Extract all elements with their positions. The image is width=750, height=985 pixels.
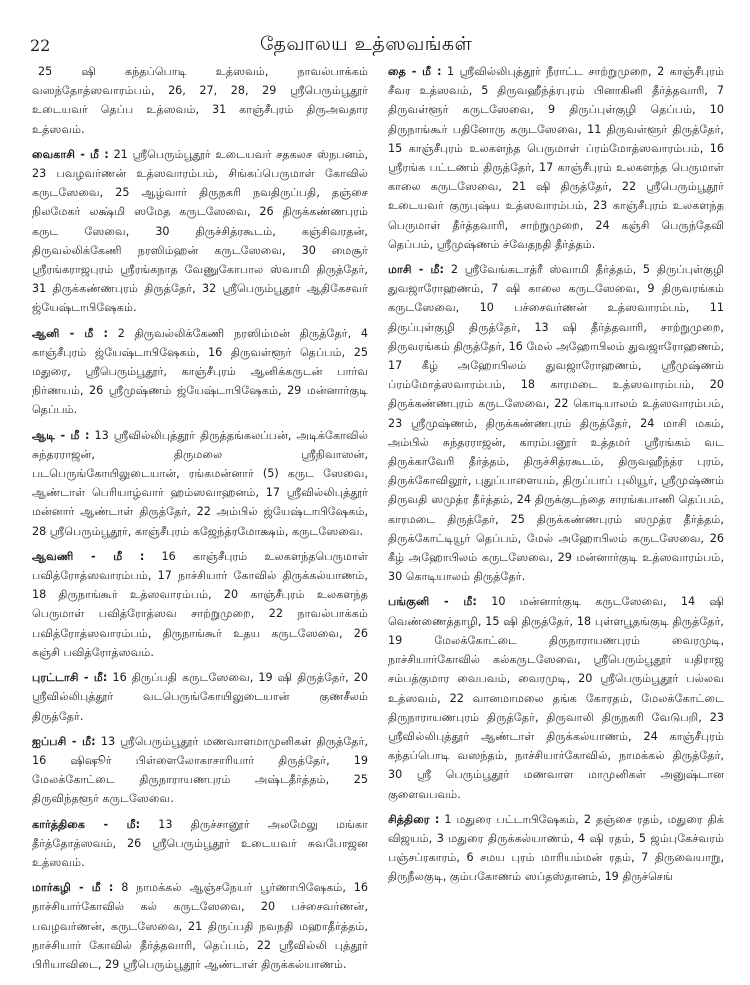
festival-entry	[32, 145, 368, 318]
entry-text: 2 ஸ்ரீவேங்கடாத்ரீ ஸ்வாமி தீர்த்தம், 5 திருப்புள்குழி துவஜாரோஹணம், 7 ஷி காலை கருடஸேவை, 9 திருவரங்கம் கருடஸேவை, 10 பச்சைவர்ணன் உத்ஸவாரம்பம், 11 திருப்புள்குழி திருத்தேர், 13 ஷி தீர்த்தவாரி, சாற்றுமுறை, திருவரங்கம் திருத்தேர், 16 மேல் அஹோபிலம் துவஜாரோஹணம், 17 கீழ் அஹோபிலம் துவஜாரோஹணம், ஸ்ரீமுஷ்ணம் ப்ரம்மோத்ஸவாரம்பம், 18 காரமடை உத்ஸவாரம்பம், 20 திருக்கண்ணபுரம் கருடஸேவை, 22 கொடியாலம் உத்ஸவாரம்பம், 23 ஸ்ரீமுஷ்ணம், திருக்கண்ணபுரம் திருத்தேர், 24 மாசி மகம், அம்பில் சுந்தரராஜன், காரம்பனூர் உத்தமர் ஸ்ரீரங்கம் வட திருக்காவேரி தீர்த்தம், திருச்சித்ரகூடம், திருவஹீந்த்ர புரம், திருக்கோவிலூர், புதுப்பாளையம், திருப்பாப் புலியூர், ஸ்ரீமுஷ்ணம் திருவதி ஸமுத்ர தீர்த்தம், 24 திருக்குடந்தை சாரங்கபாணி தெப்பம், காரமடை திருத்தேர், 25 திருக்கண்ணபுரம் ஸமுத்ர தீர்த்தம், திருக்கோட்டியூர் தெப்பம், மேல் அஹோபிலம் கருடஸேவை, 26 கீழ் அஹோபிலம் கருடஸேவை, 29 மன்னார்குடி உத்ஸவாரம்பம், 30 கொடியாலம் திருத்தேர்.	[388, 263, 724, 584]
festival-entry	[32, 815, 368, 873]
festival-entry	[388, 260, 724, 586]
month-heading: ஆடி - மீ :	[32, 428, 90, 442]
entry-text: 16 திருப்பதி கருடஸேவை, 19 ஷி திருத்தேர், 20 ஸ்ரீவில்லிபுத்தூர் வடபெருங்கோயிலுடையான் குணசீலம் திருத்தேர்.	[32, 671, 369, 723]
month-heading: ஆவணி - மீ :	[32, 549, 145, 563]
entry-text: 10 மன்னார்குடி கருடஸேவை, 14 ஷி வெண்ணைத்தாழி, 15 ஷி திருத்தேர், 18 புள்ளபூதங்குடி திருத்தேர், 19 மேலக்கோட்டை திருநாராயணபுரம் வைரமுடி, நாச்சியார்கோவில் கல்கருடஸேவை, ஸ்ரீபெரும்பூதூர் யதிராஜ சம்பத்குமார வைபவம், வைரமுடி, 20 ஸ்ரீபெரும்பூதூர் பல்லவ உத்ஸவம், 22 வானமாமலை தங்க கோரதம், மேலக்கோட்டை திருநாராயணபுரம் திருத்தேர், திருவாலி திருநகரி வேடுபறி, 23 ஸ்ரீவில்லிபுத்தூர் ஆண்டாள் திருக்கல்யாணம், 24 காஞ்சீபுரம் கந்தப்பொடி வஸந்தம், நாச்சியார்கோவில், நாமக்கல் திருத்தேர், 30 ஸ்ரீ பெரும்பூதூர் மணவாள மாமுனிகள் அனுஷ்டான குளைவபவம்.	[388, 595, 725, 801]
month-heading: ஆனி - மீ :	[32, 326, 108, 340]
entry-text: 16 காஞ்சீபுரம் உலகளந்தபெருமாள் பவித்ரோத்ஸவாரம்பம், 17 நாச்சியார் கோவில் திருக்கல்யாணம், 18 திருநாங்கூர் உத்ஸவாரம்பம், 20 காஞ்சீபுரம் உலகளந்த பெருமாள் பவித்ரோத்ஸவ சாற்றுமுறை, 22 நாவல்பாக்கம் பவித்ரோத்ஸவாரம்பம், திருநாங்கூர் உதய கருடஸேவை, 26 கஞ்சி பவித்ரோத்ஸவம்.	[32, 549, 368, 659]
month-heading: ஐப்பசி - மீ:	[32, 734, 96, 748]
left-column	[32, 62, 368, 980]
festival-entry	[32, 324, 368, 420]
month-heading: மார்கழி - மீ :	[32, 881, 114, 895]
entry-text: 13 திருச்சானூர் அலமேலு மங்கா தீர்த்தோத்ஸவம், 26 ஸ்ரீபெரும்பூதூர் உடையவர் சுவபோஜன உத்ஸவம்.	[32, 817, 368, 869]
entry-text: 21 ஸ்ரீபெரும்பூதூர் உடையவர் சதகலச ஸ்நபனம், 23 பவழவர்ணன் உத்ஸவாரம்பம், சிங்கப்பெருமாள் கோவில் கருடஸேவை, 25 ஆழ்வார் திருநகரி நவதிருப்பதி, தஞ்சை நிலமேகர் லக்ஷ்மி ஸமேத கருடஸேவை, 26 திருக்கண்ணபுரம் கருட ஸேவை, 30 திருச்சித்ரகூடம், கஞ்சிவரதன், திருவல்லிக்கேணி நரஸிம்ஹன் கருடஸேவை, 30 மைசூர் ஸ்ரீரங்கராஜபுரம் ஸ்ரீரங்கநாத வேணுகோபால ஸ்வாமி திருத்தேர், 31 திருக்கண்ணபுரம் திருத்தேர், 32 ஸ்ரீபெரும்பூதூர் ஆதிகேசவர் ஜ்யேஷ்டாபிஷேகம்.	[32, 147, 368, 315]
festival-entry	[388, 62, 724, 254]
festival-entry	[32, 547, 368, 662]
month-heading: வைகாசி - மீ :	[32, 147, 109, 161]
page-title: தேவாலய உத்ஸவங்கள்	[260, 33, 473, 55]
festival-entry	[32, 62, 368, 139]
month-heading: புரட்டாசி - மீ:	[32, 671, 108, 685]
month-heading: பங்குனி - மீ:	[388, 595, 477, 609]
entry-text: 13 ஸ்ரீவில்லிபுத்தூர் திருத்தங்கலப்பன், அடிக்கோவில் சுந்தரராஜன், திருமலை ஸ்ரீநிவாஸன், படபெருங்கோயிலுடையான், ரங்கமன்னார் (5) கருட ஸேவை, ஆண்டாள் பெரியாழ்வார் ஹம்ஸவாஹனம், 17 ஸ்ரீவில்லிபுத்தூர் மன்னார் ஆண்டாள் திருத்தேர், 22 அம்பில் ஜ்யேஷ்டாபிஷேகம், 28 ஸ்ரீபெரும்பூதூர், காஞ்சீபுரம் கஜேந்த்ரமோக்ஷம், கருடஸேவை.	[32, 428, 368, 538]
festival-entry	[388, 592, 724, 803]
festival-entry	[388, 810, 724, 887]
festival-entry	[32, 668, 368, 726]
month-heading: தை - மீ :	[388, 65, 442, 78]
festival-entry	[32, 732, 368, 809]
entry-text: 2 திருவல்லிக்கேணி நரஸிம்மன் திருத்தேர், 4 காஞ்சீபுரம் ஜ்யேஷ்டாபிஷேகம், 16 திருவள்ளூர் தெப்பம், 25 மதுரை, ஸ்ரீபெரும்பூதூர், காஞ்சீபுரம் ஆனிக்கருடன் பார்வ நிர்ணயம், 26 ஸ்ரீமுஷ்ணம் ஜ்யேஷ்டாபிஷேகம், 29 மன்னார்குடி தெப்பம்.	[32, 326, 368, 417]
page-number: 22	[30, 36, 51, 55]
entry-text: 1 மதுரை பட்டாபிஷேகம், 2 தஞ்சை ரதம், மதுரை திக் விஜயம், 3 மதுரை திருக்கல்யாணம், 4 ஷி ரதம், 5 ஜம்புகேச்வரம் பஞ்சப்ரகாரம், 6 சமய புரம் மாரியம்மன் ரதம், 7 திருவையாறு, திருநீலகுடி, கும்பகோணம் ஸப்தஸ்தானம், 19 திருச்செங்	[388, 812, 724, 884]
month-heading: சித்திரை :	[388, 812, 440, 826]
festival-entry	[32, 426, 368, 541]
month-heading: மாசி - மீ:	[388, 263, 445, 277]
entry-text: 1 ஸ்ரீவில்லிபுத்தூர் நீராட்ட சாற்றுமுறை, 2 காஞ்சீபுரம் சீவர உத்ஸவம், 5 திருவஹீந்த்ரபுரம் பினாகினி தீர்த்தவாரி, 7 திருவள்ளூர் கருடஸேவை, 9 திருப்புள்குழி தெப்பம், 10 திருநாங்கூர் பதினோரு கருடஸேவை, 11 திருவள்ளூர் திருத்தேர், 15 காஞ்சீபுரம் உலகளந்த பெருமாள் ப்ரம்மோத்ஸவாரம்பம், 16 ஸ்ரீரங்க பட்டணம் திருத்தேர், 17 காஞ்சீபுரம் உலகளந்த பெருமாள் காலை கருடஸேவை, 21 ஷி திருத்தேர், 22 ஸ்ரீபெரும்பூதூர் உடையவர் குருபுஷ்ய உத்ஸவாரம்பம், 23 காஞ்சீபுரம் உலகளந்த பெருமாள் தீர்த்தவாரி, சாற்றுமுறை, 24 கஞ்சி பெருந்தேவி தெப்பம், ஸ்ரீமுஷ்ணம் ச்வேதநதி தீர்த்தம்.	[388, 65, 724, 251]
festival-entry	[32, 878, 368, 974]
month-heading: கார்த்திகை - மீ:	[32, 817, 141, 831]
right-column	[388, 62, 724, 893]
entry-text: 8 நாமக்கல் ஆஞ்சநேயர் பூர்ணாபிஷேகம், 16 நாச்சியார்கோவில் கல் கருடஸேவை, 20 பச்சைவர்ணன், பவழவர்ணன், கருடஸேவை, 21 திருப்பதி நவநதி மஹாதீர்த்தம், நாச்சியார் கோவில் தீர்த்தவாரி, தெப்பம், 22 ஸ்ரீவில்லி புத்தூர் பிரியாவிடை, 29 ஸ்ரீபெரும்பூதூர் ஆண்டாள் திருக்கல்யாணம்.	[32, 881, 368, 971]
entry-text: 13 ஸ்ரீபெரும்பூதூர் மணவாளமாமுனிகள் திருத்தேர், 16 ஷிஷூர் பிள்ளைலோகாசாரியார் திருத்தேர், 19 மேலக்கோட்டை திருநாராயணபுரம் அஷ்டதீர்த்தம், 25 திருவிந்தளூர் கருடஸேவை.	[32, 734, 369, 806]
entry-text: 25 ஷி கந்தப்பொடி உத்ஸவம், நாவல்பாக்கம் வஸந்தோத்ஸவாரம்பம், 26, 27, 28, 29 ஸ்ரீபெரும்பூதூர் உடையவர் தெப்ப உத்ஸவம், 31 காஞ்சீபுரம் திருஅவதார உத்ஸவம்.	[32, 65, 368, 136]
